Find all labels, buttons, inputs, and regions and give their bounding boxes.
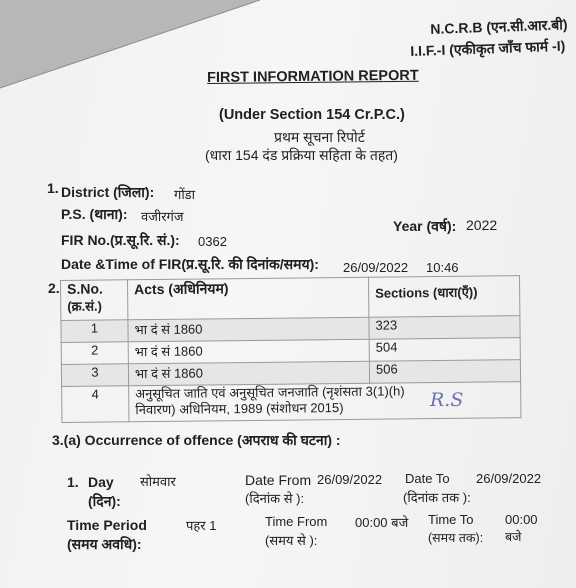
day-label-hi: (दिन):	[88, 493, 121, 509]
date-to-label-hi: (दिनांक तक ):	[403, 490, 471, 505]
acts-table-header	[61, 276, 520, 321]
date-from-label-hi: (दिनांक से ):	[245, 491, 305, 506]
day-number: 1.	[67, 474, 79, 490]
time-to-label: Time To	[428, 512, 474, 527]
time-to-label-hi: (समय तक):	[428, 531, 484, 545]
date-to-label: Date To	[405, 471, 450, 486]
col-sections-label: Sections (धारा(एँ))	[375, 284, 478, 301]
ncrb-label: N.C.R.B (एन.सी.आर.बी)	[430, 16, 568, 37]
row-act: भा दं सं 1860	[128, 339, 369, 364]
under-section: (Under Section 154 Cr.P.C.)	[219, 107, 405, 123]
row-act: भा दं सं 1860	[128, 317, 369, 342]
ps-label: P.S. (थाना):	[61, 206, 128, 222]
district-label: District (जिला):	[61, 184, 155, 200]
time-to-value: 00:00	[505, 512, 538, 527]
row-sno: 4	[62, 386, 129, 423]
row-section: 506	[369, 360, 520, 384]
report-title: FIRST INFORMATION REPORT	[207, 67, 419, 86]
row-section: 323	[369, 316, 520, 340]
row-act: अनुसूचित जाति एवं अनुसूचित जनजाति (नृशंसता	[135, 383, 363, 402]
handwritten-initials: R.S	[430, 389, 464, 411]
day-label: Day	[88, 474, 114, 490]
row-section: 504	[369, 338, 520, 362]
hindi-title: प्रथम सूचना रिपोर्ट	[274, 129, 365, 145]
fir-no-label: FIR No.(प्र.सू.रि. सं.):	[61, 232, 180, 248]
ps-value: वजीरगंज	[141, 209, 184, 224]
row-section: 3(1)(h)	[365, 383, 405, 399]
year-label: Year (वर्ष):	[393, 218, 457, 234]
iif-label: I.I.F.-I (एकीकृत जाँच फार्म -I)	[410, 37, 566, 59]
time-to-unit: बजे	[505, 530, 522, 544]
fir-time-value: 10:46	[426, 260, 459, 275]
row-sno: 1	[61, 320, 128, 343]
row-sno: 3	[61, 364, 128, 387]
col-acts-label: Acts (अधिनियम)	[134, 280, 229, 298]
fir-datetime-label: Date &Time of FIR(प्र.सू.रि. की दिनांक/समय):	[61, 256, 319, 272]
date-from-label: Date From	[245, 472, 312, 488]
time-from-label: Time From	[265, 514, 328, 529]
time-from-value: 00:00 बजे	[355, 515, 409, 530]
hindi-section: (धारा 154 दंड प्रक्रिया सहिता के तहत)	[205, 147, 398, 163]
district-value: गोंडा	[174, 187, 196, 202]
time-period-label-hi: (समय अवधि):	[67, 536, 142, 552]
row-sno: 2	[61, 342, 128, 365]
section1-number: 1.	[47, 180, 59, 196]
day-value: सोमवार	[140, 474, 176, 489]
row-act-cont: निवारण) अधिनियम, 1989 (संशोधन 2015)	[135, 400, 344, 418]
col-sno-header	[61, 280, 128, 321]
year-value: 2022	[466, 217, 498, 233]
time-from-label-hi: (समय से ):	[265, 533, 318, 548]
time-period-value: पहर 1	[186, 518, 217, 533]
fir-date-value: 26/09/2022	[343, 260, 409, 275]
section2-number: 2.	[48, 280, 60, 296]
date-from-value: 26/09/2022	[317, 472, 383, 487]
occurrence-heading: 3.(a) Occurrence of offence (अपराध की घटना) :	[52, 432, 341, 448]
time-period-label: Time Period	[67, 517, 147, 533]
col-sections-header	[368, 276, 519, 318]
row-act: भा दं सं 1860	[128, 361, 369, 386]
col-acts-header	[128, 277, 369, 320]
fir-no-value: 0362	[198, 234, 227, 249]
col-sno-label: S.No.	[67, 280, 103, 297]
col-sno-label-hi: (क्र.सं.)	[67, 298, 103, 314]
date-to-value: 26/09/2022	[476, 471, 542, 486]
